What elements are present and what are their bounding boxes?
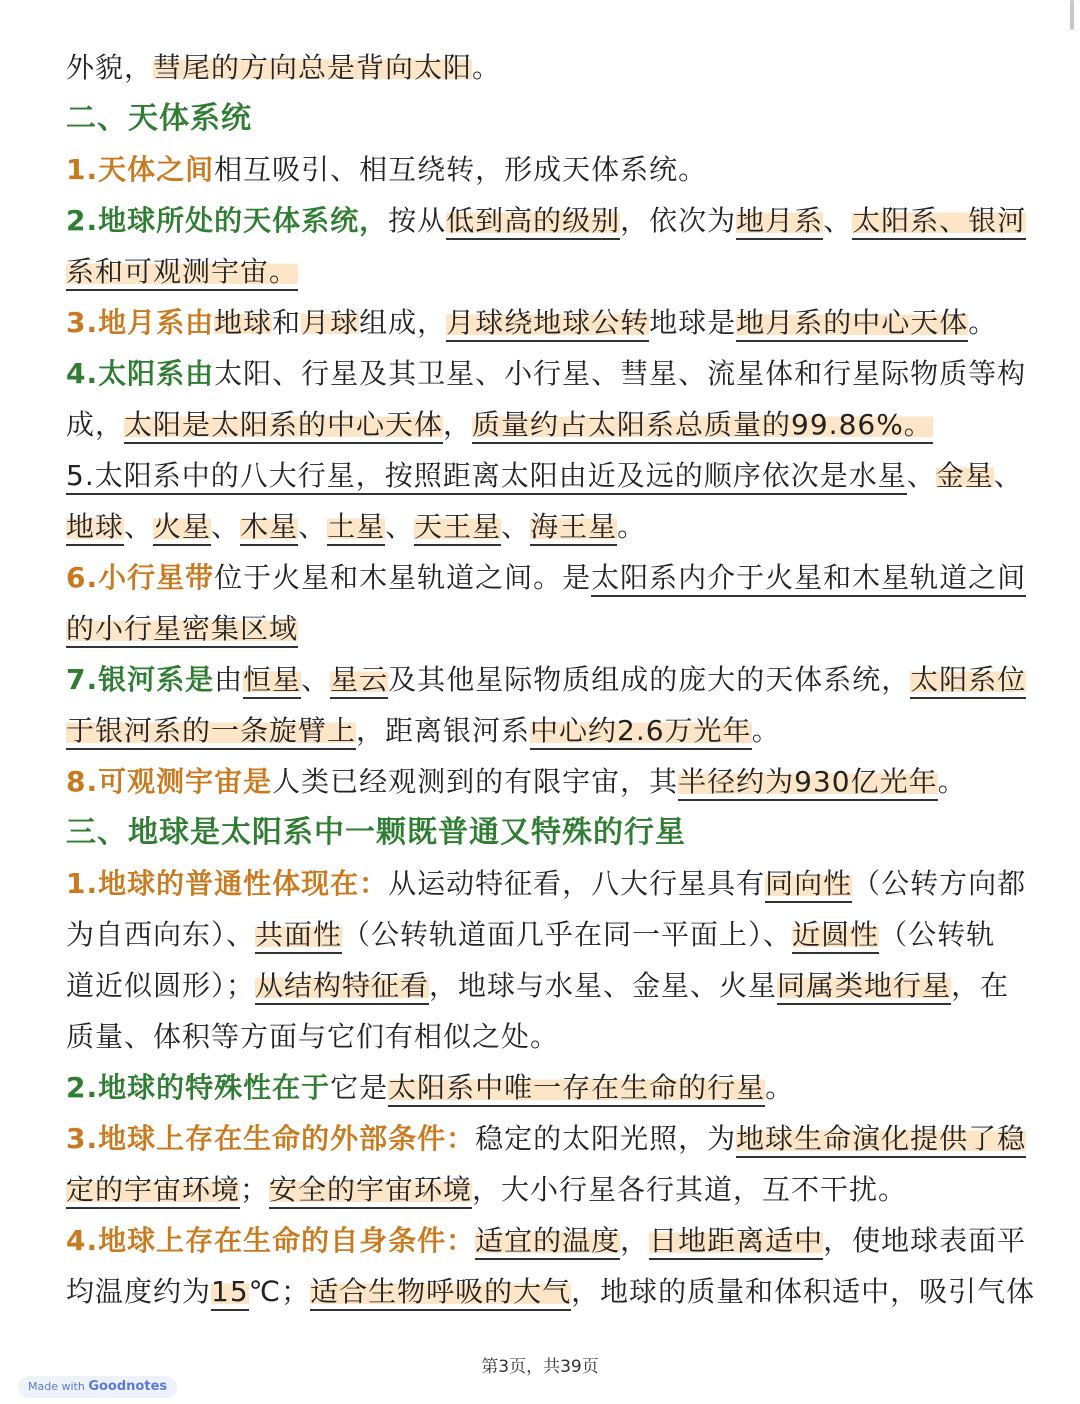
item-heading: 6.小行星带 bbox=[66, 561, 215, 594]
highlight-text: 木星 bbox=[240, 510, 298, 546]
text-line bbox=[66, 705, 1016, 756]
text: ； bbox=[240, 1173, 270, 1206]
highlight-text: 天王星 bbox=[414, 510, 501, 546]
text: 相互吸引、相互绕转，形成天体系统。 bbox=[214, 153, 708, 186]
text-line bbox=[66, 42, 1016, 93]
text: 、 bbox=[501, 510, 531, 543]
text: 均温度约为 bbox=[66, 1275, 212, 1308]
text-line bbox=[66, 1215, 1027, 1266]
text-line bbox=[66, 603, 1016, 654]
highlight-text: 海王星 bbox=[530, 510, 617, 546]
text: 、 bbox=[823, 204, 853, 237]
highlight-text: 中心约2.6万光年 bbox=[530, 714, 752, 750]
text: 。 bbox=[751, 714, 781, 747]
item-heading: 4.太阳系由 bbox=[66, 357, 215, 390]
highlight-text: 低到高的级别 bbox=[446, 204, 620, 240]
text: 它是 bbox=[330, 1071, 389, 1104]
item-heading: 2.地球所处的天体系统， bbox=[66, 204, 389, 237]
page-number: 第3页，共39页 bbox=[481, 1357, 599, 1377]
underline-text: 太阳系内介于火星和木星轨道之间 bbox=[591, 561, 1026, 597]
text: ， bbox=[443, 408, 473, 441]
notes-page bbox=[66, 42, 1036, 1317]
item-heading: 4.地球上存在生命的自身条件： bbox=[66, 1224, 476, 1257]
text-line bbox=[66, 1011, 1016, 1062]
highlight-text: 火星 bbox=[153, 510, 211, 546]
highlight-text: 日地距离适中 bbox=[649, 1224, 823, 1260]
highlight-text: 彗尾的方向总是背向太阳 bbox=[153, 51, 473, 84]
highlight-text: 月球绕地球公转 bbox=[446, 306, 649, 342]
badge-prefix: Made with bbox=[28, 1380, 85, 1393]
text-line bbox=[66, 297, 1016, 348]
text: 、 bbox=[211, 510, 241, 543]
text: 、 bbox=[993, 459, 1023, 492]
text: 由 bbox=[214, 663, 244, 696]
text: 。 bbox=[765, 1071, 795, 1104]
item-heading: 2.地球的特殊性在于 bbox=[66, 1071, 331, 1104]
text: 和 bbox=[272, 306, 302, 339]
highlight-text: 安全的宇宙环境 bbox=[269, 1173, 472, 1209]
text: 成， bbox=[66, 408, 125, 441]
text: 。 bbox=[937, 765, 967, 798]
text: 、 bbox=[385, 510, 415, 543]
highlight-text: 共面性 bbox=[255, 918, 342, 954]
goodnotes-badge[interactable] bbox=[18, 1376, 177, 1398]
text-line bbox=[66, 144, 1016, 195]
text: 、 bbox=[124, 510, 154, 543]
highlight-text: 同向性 bbox=[765, 867, 852, 903]
text-line bbox=[66, 1113, 1027, 1164]
text: 稳定的太阳光照，为 bbox=[475, 1122, 737, 1155]
text: ，大小行星各行其道，互不干扰。 bbox=[472, 1173, 908, 1206]
highlight-text: 于银河系的一条旋臂上 bbox=[66, 714, 356, 750]
text-line bbox=[66, 195, 1027, 246]
text-line bbox=[66, 552, 1027, 603]
highlight-text: 月球 bbox=[301, 306, 360, 339]
highlight-text: 定的宇宙环境 bbox=[66, 1173, 240, 1209]
highlight-text: 金星 bbox=[935, 459, 994, 492]
text: 、 bbox=[298, 510, 328, 543]
text: 、 bbox=[906, 459, 936, 492]
text-line bbox=[66, 654, 1027, 705]
text: 、 bbox=[301, 663, 331, 696]
text: 人类已经观测到的有限宇宙，其 bbox=[272, 765, 679, 798]
text: 外貌， bbox=[66, 51, 154, 84]
text: （公转方向都 bbox=[852, 867, 1027, 900]
text: 从运动特征看，八大行星具有 bbox=[388, 867, 766, 900]
highlight-text: 系和可观测宇宙。 bbox=[66, 255, 298, 291]
text: ，在 bbox=[951, 969, 1010, 1002]
text-line bbox=[66, 348, 1027, 399]
highlight-text: 质量约占太阳系总质量的99.86%。 bbox=[472, 408, 933, 444]
text: ，距离银河系 bbox=[356, 714, 531, 747]
text: （公转轨 bbox=[879, 918, 996, 951]
badge-brand: Goodnotes bbox=[88, 1379, 168, 1394]
item-heading: 7.银河系是 bbox=[66, 663, 215, 696]
text-line bbox=[66, 1164, 1016, 1215]
highlight-text: 地球生命演化提供了 bbox=[736, 1122, 997, 1158]
highlight-text: 太阳系、银河 bbox=[852, 204, 1026, 240]
highlight-text: 从结构特征看 bbox=[255, 969, 429, 1005]
text: 及其他星际物质组成的庞大的天体系统， bbox=[388, 663, 911, 696]
highlight-text: 太阳系中 bbox=[388, 1071, 504, 1107]
text-line bbox=[66, 246, 1016, 297]
text: ，依次为 bbox=[620, 204, 737, 237]
highlight-text: 适合生物呼吸的大气 bbox=[310, 1275, 571, 1311]
text: （公转轨道面几乎在同一平面上） bbox=[342, 918, 764, 951]
text-line bbox=[66, 450, 1023, 501]
section-title: 二、天体系统 bbox=[66, 101, 252, 136]
highlight-text: 太阳是太阳系的中心天体 bbox=[124, 408, 443, 444]
highlight-text: 恒星 bbox=[243, 663, 301, 699]
text-line bbox=[66, 756, 1016, 807]
item-heading: 1.地球的普通性体现在： bbox=[66, 867, 389, 900]
text: 。 bbox=[968, 306, 998, 339]
highlight-text: 地月系 bbox=[736, 204, 823, 240]
text-line bbox=[66, 1062, 1016, 1113]
highlight-text: 同属类地行星 bbox=[777, 969, 951, 1005]
item-heading: 3.地球上存在生命的外部条件： bbox=[66, 1122, 476, 1155]
section-title: 三、地球是太阳系中一颗既普通又特殊的行星 bbox=[66, 815, 686, 850]
text: 。 bbox=[617, 510, 647, 543]
highlight-text: 地月系的中心天体 bbox=[736, 306, 968, 342]
text-line bbox=[66, 501, 1016, 552]
item-heading: 1.天体之间 bbox=[66, 153, 215, 186]
highlight-text: 近圆性 bbox=[792, 918, 879, 954]
highlight-text: 适宜的温度 bbox=[475, 1224, 620, 1260]
text: 道近似圆形）； bbox=[66, 969, 256, 1002]
text: 地球是 bbox=[649, 306, 737, 339]
text: 位于火星和木星轨道之间。是 bbox=[214, 561, 592, 594]
underline-text: 5.太阳系中的八大行星，按照距离太阳由近及远的顺序依次是水星 bbox=[66, 459, 907, 495]
text: 质量、体积等方面与它们有相似之处。 bbox=[66, 1020, 560, 1053]
highlight-text: 唯一存在生命的行星 bbox=[504, 1071, 765, 1107]
highlight-text: 的小行星密集区域 bbox=[66, 612, 298, 648]
highlight-text: 太阳系位 bbox=[910, 663, 1026, 699]
text: 、 bbox=[763, 918, 793, 951]
text: 太阳、行星及其卫星、小行星、彗星、流星体和行星际物质等构 bbox=[214, 357, 1027, 390]
text: ，地球的质量和体积适中，吸引气体 bbox=[571, 1275, 1036, 1308]
text: ，地球与水星、金星、火星 bbox=[429, 969, 778, 1002]
text-line bbox=[66, 858, 1027, 909]
text: 。 bbox=[472, 51, 502, 84]
section-heading bbox=[66, 93, 1016, 144]
item-heading: 3.地月系由 bbox=[66, 306, 215, 339]
text-line bbox=[66, 960, 1016, 1011]
text: ℃； bbox=[248, 1275, 311, 1308]
highlight-text: 稳 bbox=[997, 1122, 1026, 1158]
text: 组成， bbox=[359, 306, 447, 339]
highlight-text: 地球 bbox=[214, 306, 273, 339]
highlight-text: 星云 bbox=[330, 663, 388, 699]
text-line bbox=[66, 399, 1016, 450]
text-line bbox=[66, 909, 1016, 960]
item-heading: 8.可观测宇宙是 bbox=[66, 765, 273, 798]
highlight-text: 半径约为930亿光年 bbox=[678, 765, 937, 801]
text: 按从 bbox=[388, 204, 447, 237]
highlight-text: 土星 bbox=[327, 510, 385, 546]
section-heading bbox=[66, 807, 1016, 858]
highlight-text: 15 bbox=[211, 1275, 249, 1311]
text-line bbox=[66, 1266, 1036, 1317]
text: ，使地球表面平 bbox=[823, 1224, 1027, 1257]
text: ， bbox=[620, 1224, 650, 1257]
scrollbar[interactable] bbox=[1070, 0, 1074, 30]
highlight-text: 地球 bbox=[66, 510, 124, 546]
text: 为自西向东）、 bbox=[66, 918, 256, 951]
